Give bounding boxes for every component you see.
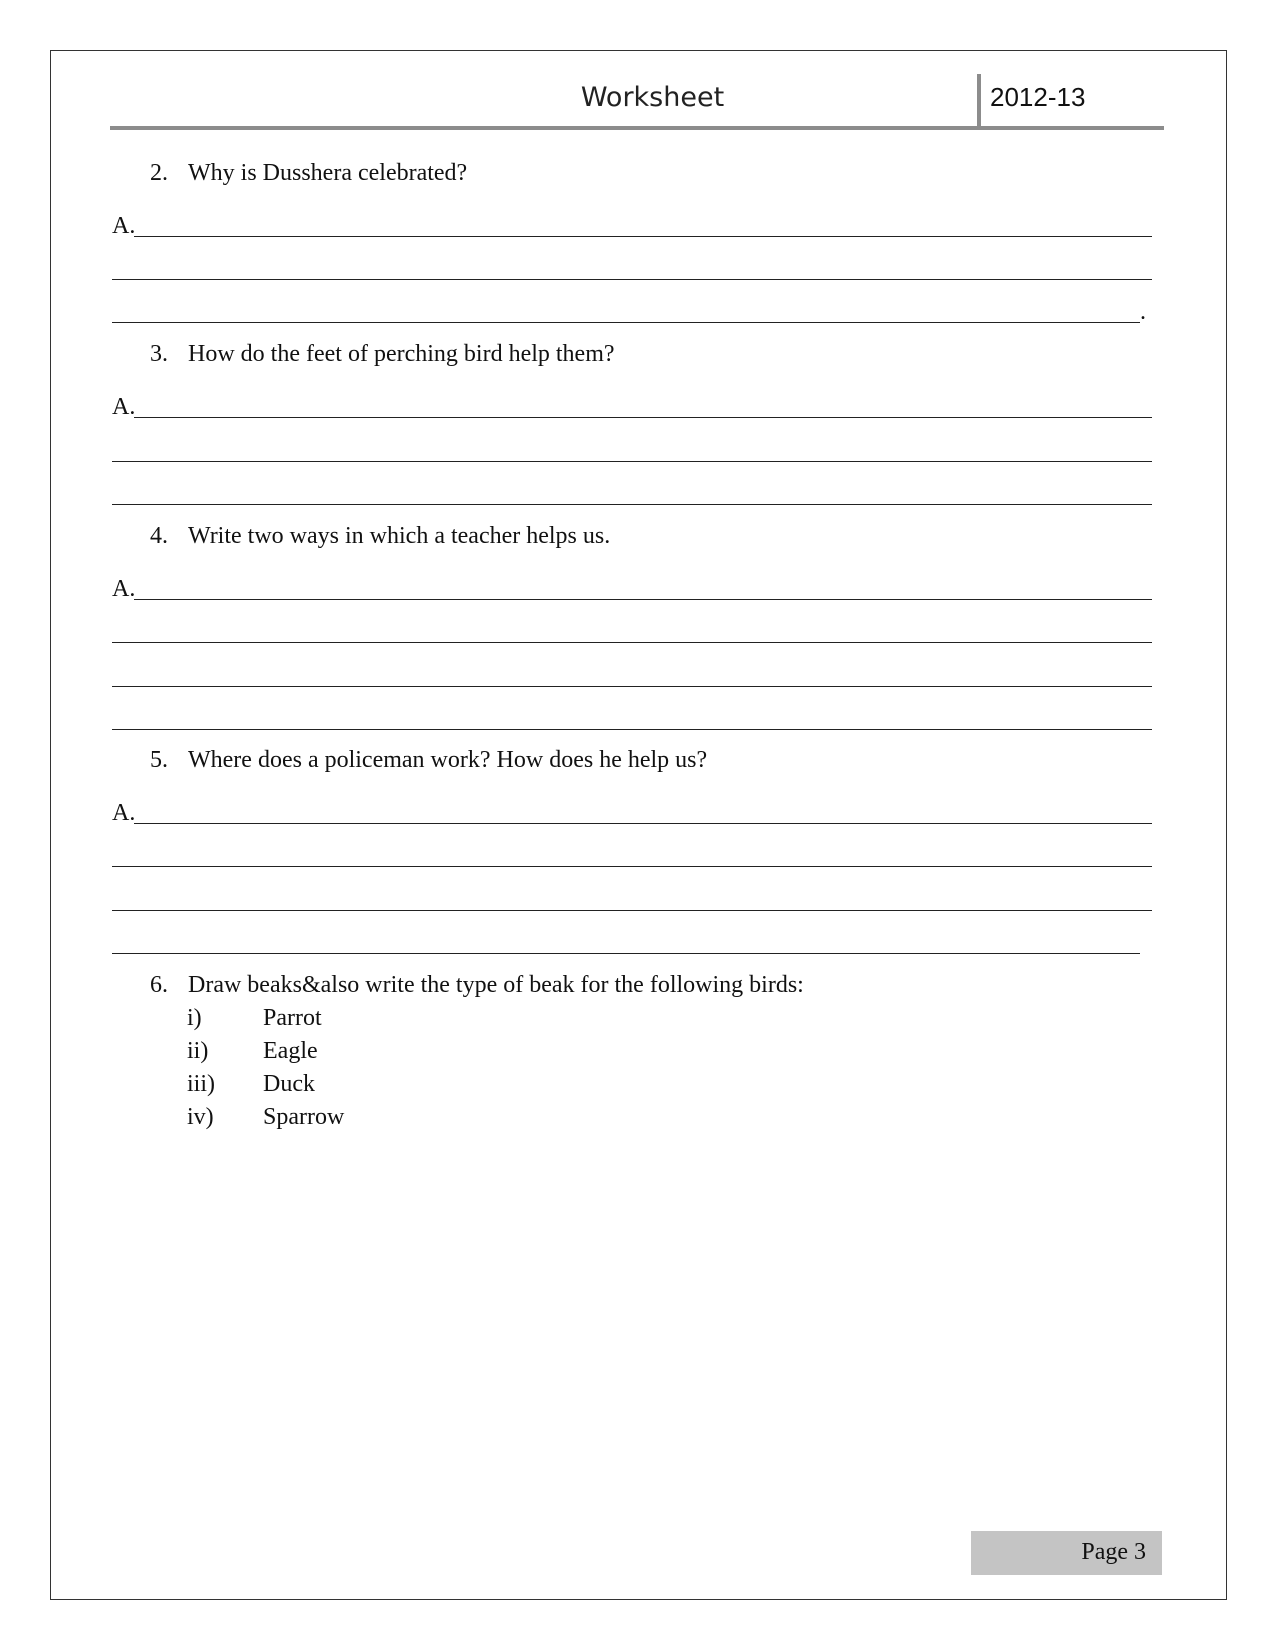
header-title: Worksheet: [580, 82, 725, 113]
line-period: .: [1140, 299, 1146, 325]
bird-item: [187, 1104, 344, 1131]
page-header: [110, 74, 1164, 130]
bird-roman: iv): [187, 1104, 214, 1130]
bird-roman: i): [187, 1005, 202, 1031]
question-text: Where does a policeman work? How does he help us?: [188, 747, 708, 773]
bird-name: Duck: [263, 1071, 315, 1097]
answer-label: A.: [112, 800, 136, 826]
question-text: Draw beaks&also write the type of beak for the following birds:: [188, 972, 804, 998]
question-4: [150, 523, 610, 550]
answer-line[interactable]: [134, 236, 1152, 237]
bird-item: [187, 1005, 322, 1032]
question-number: 6.: [150, 972, 168, 998]
header-year: 2012-13: [990, 82, 1086, 112]
bird-item: [187, 1071, 315, 1098]
answer-line[interactable]: [112, 642, 1152, 643]
question-number: 4.: [150, 523, 168, 549]
answer-label: A.: [112, 576, 136, 602]
question-number: 3.: [150, 341, 168, 367]
bird-roman: iii): [187, 1071, 215, 1097]
page-number: Page 3: [1081, 1539, 1146, 1565]
question-number: 2.: [150, 160, 168, 186]
answer-line[interactable]: [112, 910, 1152, 911]
question-text: Why is Dusshera celebrated?: [188, 160, 468, 186]
answer-line[interactable]: [112, 866, 1152, 867]
answer-line[interactable]: [112, 953, 1140, 954]
answer-line[interactable]: [112, 729, 1152, 730]
bird-item: [187, 1038, 318, 1065]
answer-line[interactable]: [134, 599, 1152, 600]
answer-line[interactable]: [112, 279, 1152, 280]
bird-name: Eagle: [263, 1038, 318, 1064]
answer-line[interactable]: [112, 686, 1152, 687]
bird-roman: ii): [187, 1038, 209, 1064]
question-2: [150, 160, 467, 187]
bird-name: Sparrow: [263, 1104, 345, 1130]
question-text: Write two ways in which a teacher helps us.: [188, 523, 611, 549]
header-divider: [977, 74, 981, 126]
question-3: [150, 341, 615, 368]
answer-line[interactable]: [134, 823, 1152, 824]
bird-name: Parrot: [263, 1005, 322, 1031]
question-text: How do the feet of perching bird help them?: [188, 341, 615, 367]
answer-line[interactable]: [112, 504, 1152, 505]
answer-line[interactable]: [134, 417, 1152, 418]
question-number: 5.: [150, 747, 168, 773]
answer-label: A.: [112, 213, 136, 239]
answer-line[interactable]: [112, 461, 1152, 462]
answer-label: A.: [112, 394, 136, 420]
question-6: [150, 972, 804, 999]
question-5: [150, 747, 707, 774]
page-border: [50, 50, 1227, 1600]
answer-line[interactable]: [112, 322, 1140, 323]
page-footer: [971, 1531, 1162, 1575]
